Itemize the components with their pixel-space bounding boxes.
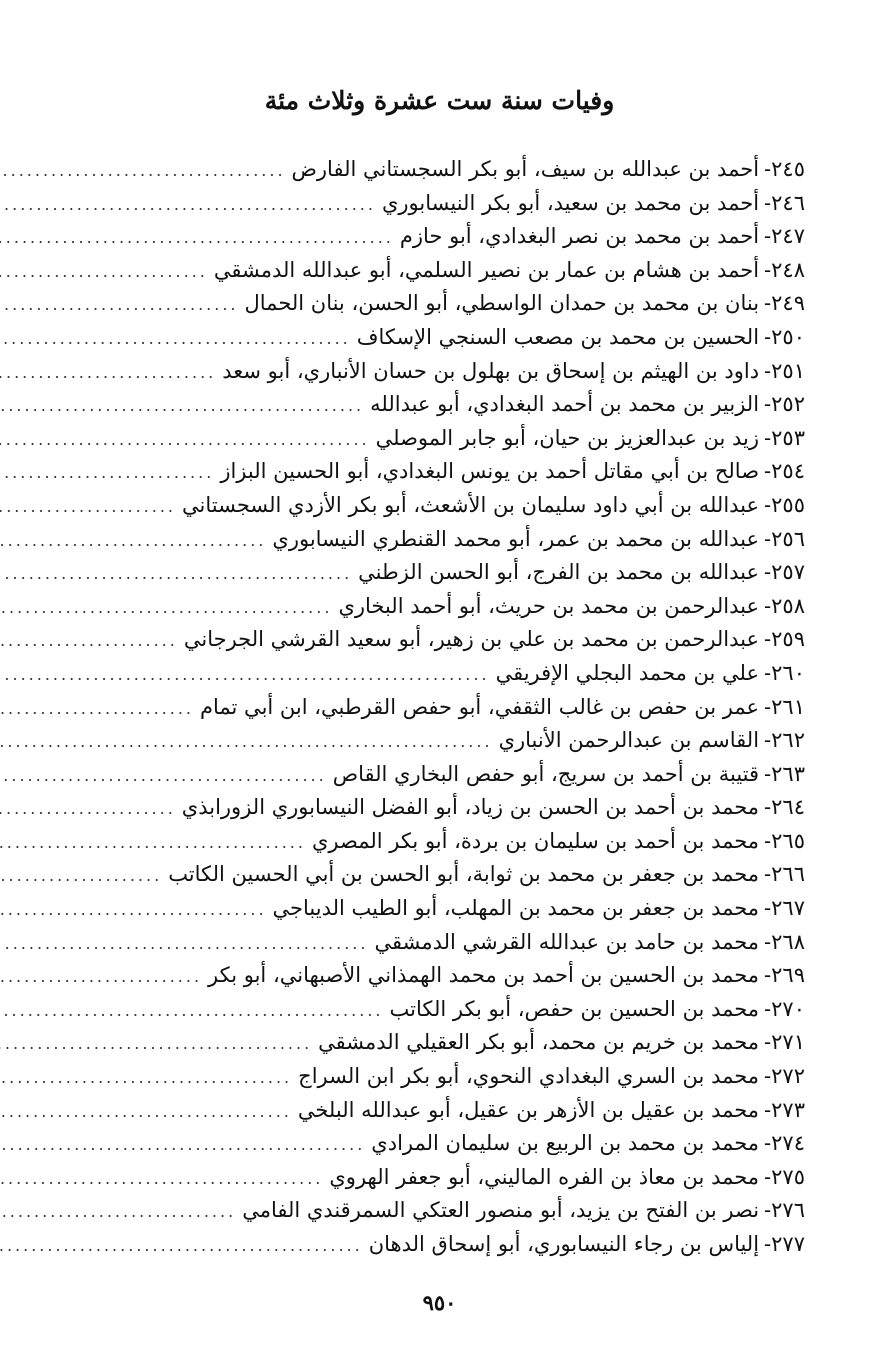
entry-name: أحمد بن محمد بن نصر البغدادي، أبو حازم [399,224,760,249]
index-entry [60,690,805,724]
index-entry [60,488,805,522]
index-entry [60,555,805,589]
entry-dash: - [764,795,772,820]
index-entry [60,891,805,925]
dot-leader [0,255,208,289]
entry-name: محمد بن عقيل بن الأزهر بن عقيل، أبو عبدالله البلخي [297,1097,760,1122]
entry-dash: - [764,459,772,484]
entry-dash: - [764,1198,772,1223]
entry-dash: - [764,157,772,181]
entry-name: أحمد بن هشام بن عمار بن نصير السلمي، أبو عبدالله الدمشقي [213,257,760,282]
entry-name: القاسم بن عبدالرحمن الأنباري [498,728,760,753]
entry-name: محمد بن أحمد بن الحسن بن زياد، أبو الفضل النيسابوري الزورابذي [181,795,760,820]
entry-dash: - [764,358,772,383]
dot-leader [0,960,202,994]
index-list [60,152,805,1261]
index-entry [60,958,805,992]
entry-name: قتيبة بن أحمد بن سريج، أبو حفص البخاري القاص [332,761,760,786]
entry-name: بنان بن محمد بن حمدان الواسطي، أبو الحسن، بنان الحمال [244,291,760,316]
dot-leader [0,893,267,927]
entry-name: محمد بن جعفر بن محمد بن ثوابة، أبو الحسن بن أبي الحسين الكاتب [168,862,760,887]
entry-number: ٢٧٢ [771,1064,805,1089]
dot-leader [0,658,490,692]
entry-name: محمد بن خريم بن محمد، أبو بكر العقيلي الدمشقي [318,1030,760,1055]
index-entry [60,589,805,623]
dot-leader [0,624,178,658]
entry-dash: - [764,526,772,551]
index-entry [60,723,805,757]
index-entry [60,622,805,656]
entry-dash: - [764,190,772,215]
entry-dash: - [764,1131,772,1156]
entry-dash: - [764,728,772,753]
dot-leader [0,188,376,222]
index-entry [60,219,805,253]
entry-dash: - [764,593,772,618]
entry-dash: - [764,929,772,954]
dot-leader [0,524,266,558]
entry-name: أحمد بن محمد بن سعيد، أبو بكر النيسابوري [381,190,760,215]
entry-name: عبدالرحمن بن محمد بن علي بن زهير، أبو سعيد القرشي الجرجاني [183,627,760,652]
entry-dash: - [764,694,772,719]
dot-leader [0,356,216,390]
entry-number: ٢٥١ [771,358,805,383]
index-entry [60,925,805,959]
entry-name: محمد بن السري البغدادي النحوي، أبو بكر ابن السراج [298,1064,760,1089]
entry-name: محمد بن حامد بن عبدالله القرشي الدمشقي [374,929,760,954]
entry-number: ٢٥٠ [771,324,805,349]
entry-number: ٢٧١ [771,1030,805,1055]
entry-name: صالح بن أبي مقاتل أحمد بن يونس البغدادي، أبو الحسين البزاز [220,459,760,484]
entry-dash: - [764,324,772,349]
entry-dash: - [764,492,772,517]
entry-dash: - [764,1097,772,1122]
dot-leader [0,154,286,188]
entry-dash: - [764,1030,772,1055]
entry-number: ٢٧٦ [771,1198,805,1223]
entry-number: ٢٦٩ [771,963,805,988]
entry-name: محمد بن الحسين بن حفص، أبو بكر الكاتب [389,996,760,1021]
entry-dash: - [764,996,772,1021]
dot-leader [0,994,383,1028]
entry-number: ٢٧٤ [771,1131,805,1156]
entry-dash: - [764,1064,772,1089]
dot-leader [0,1027,312,1061]
dot-leader [0,1162,323,1196]
dot-leader [0,322,351,356]
entry-name: عبدالرحمن بن محمد بن حريث، أبو أحمد البخاري [338,593,760,618]
entry-dash: - [764,627,772,652]
entry-name: علي بن محمد البجلي الإفريقي [495,660,760,685]
index-entry [60,320,805,354]
entry-dash: - [764,828,772,853]
index-entry [60,992,805,1026]
page-number: ٩٥٠ [422,1290,457,1315]
entry-number: ٢٥٨ [771,593,805,618]
entry-dash: - [764,1164,772,1189]
index-entry [60,1059,805,1093]
index-entry [60,186,805,220]
entry-name: الزبير بن محمد بن أحمد البغدادي، أبو عبدالله [370,392,760,417]
entry-name: محمد بن جعفر بن محمد بن المهلب، أبو الطيب الديباجي [272,896,760,921]
dot-leader [0,792,176,826]
dot-leader [0,1229,363,1263]
dot-leader [0,927,368,961]
entry-number: ٢٧٥ [771,1164,805,1189]
dot-leader [0,759,327,793]
entry-dash: - [764,1232,772,1256]
entry-number: ٢٥٢ [771,392,805,417]
dot-leader [0,692,194,726]
index-entry [60,387,805,421]
dot-leader [0,725,493,759]
entry-dash: - [764,896,772,921]
entry-name: عبدالله بن أبي داود سليمان بن الأشعث، أبو بكر الأزدي السجستاني [182,492,760,517]
entry-number: ٢٦٥ [771,828,805,853]
index-entry [60,421,805,455]
dot-leader [0,591,332,625]
index-entry [60,857,805,891]
entry-name: محمد بن معاذ بن الفره الماليني، أبو جعفر الهروي [329,1164,760,1189]
index-entry [60,1025,805,1059]
entry-dash: - [764,862,772,887]
entry-dash: - [764,224,772,249]
entry-dash: - [764,761,772,786]
dot-leader [0,1095,292,1129]
entry-number: ٢٤٦ [771,190,805,215]
entry-name: عمر بن حفص بن غالب الثقفي، أبو حفص القرطبي، ابن أبي تمام [200,694,760,719]
entry-name: عبدالله بن محمد بن عمر، أبو محمد القنطري النيسابوري [272,526,760,551]
index-entry [60,1193,805,1227]
entry-dash: - [764,560,772,585]
entry-name: محمد بن محمد بن الربيع بن سليمان المرادي [371,1131,760,1156]
index-entry [60,824,805,858]
entry-name: نصر بن الفتح بن يزيد، أبو منصور العتكي السمرقندي الفامي [242,1198,760,1223]
dot-leader [0,490,176,524]
entry-number: ٢٧٠ [771,996,805,1021]
entry-name: زيد بن عبدالعزيز بن حيان، أبو جابر الموصلي [375,425,760,450]
dot-leader [0,456,214,490]
entry-number: ٢٦٠ [771,660,805,685]
entry-dash: - [764,963,772,988]
index-entry [60,1227,805,1261]
entry-number: ٢٦٣ [771,761,805,786]
page-title: وفيات سنة ست عشرة وثلاث مئة [264,86,615,115]
entry-number: ٢٥٤ [771,459,805,484]
entry-number: ٢٦٨ [771,929,805,954]
entry-dash: - [764,257,772,282]
entry-number: ٢٦٤ [771,795,805,820]
entry-name: داود بن الهيثم بن إسحاق بن بهلول بن حسان الأنباري، أبو سعد [222,358,760,383]
dot-leader [0,1128,365,1162]
dot-leader [0,1061,292,1095]
index-entry [60,152,805,186]
index-entry [60,1093,805,1127]
entry-number: ٢٥٦ [771,526,805,551]
dot-leader [0,557,352,591]
entry-number: ٢٥٩ [771,627,805,652]
entry-name: محمد بن الحسين بن أحمد بن محمد الهمذاني الأصبهاني، أبو بكر [208,963,760,988]
entry-number: ٢٥٧ [771,560,805,585]
entry-number: ٢٧٣ [771,1097,805,1122]
entry-number: ٢٤٥ [771,157,805,181]
entry-number: ٢٤٩ [771,291,805,316]
dot-leader [0,288,239,322]
dot-leader [0,826,306,860]
index-entry [60,454,805,488]
index-entry [60,757,805,791]
entry-name: إلياس بن رجاء النيسابوري، أبو إسحاق الدهان [368,1232,760,1256]
entry-name: محمد بن أحمد بن سليمان بن بردة، أبو بكر المصري [311,828,760,853]
entry-number: ٢٦٧ [771,896,805,921]
entry-name: أحمد بن عبدالله بن سيف، أبو بكر السجستاني الفارض [291,157,760,181]
entry-dash: - [764,392,772,417]
entry-number: ٢٥٥ [771,492,805,517]
entry-number: ٢٦٦ [771,862,805,887]
entry-name: عبدالله بن محمد بن الفرج، أبو الحسن الزطني [358,560,760,585]
entry-number: ٢٤٧ [771,224,805,249]
index-entry [60,1126,805,1160]
dot-leader [0,221,394,255]
index-entry [60,656,805,690]
index-entry [60,286,805,320]
entry-name: الحسين بن محمد بن مصعب السنجي الإسكاف [356,324,760,349]
dot-leader [0,859,162,893]
entry-number: ٢٧٧ [771,1232,805,1256]
dot-leader [0,423,370,457]
index-entry [60,253,805,287]
entry-number: ٢٦١ [771,694,805,719]
entry-number: ٢٦٢ [771,728,805,753]
entry-dash: - [764,425,772,450]
entry-number: ٢٥٣ [771,425,805,450]
index-entry [60,354,805,388]
entry-dash: - [764,660,772,685]
entry-dash: - [764,291,772,316]
entry-number: ٢٤٨ [771,257,805,282]
index-entry [60,790,805,824]
index-entry [60,1160,805,1194]
dot-leader [0,389,364,423]
dot-leader [0,1195,236,1229]
index-entry [60,522,805,556]
